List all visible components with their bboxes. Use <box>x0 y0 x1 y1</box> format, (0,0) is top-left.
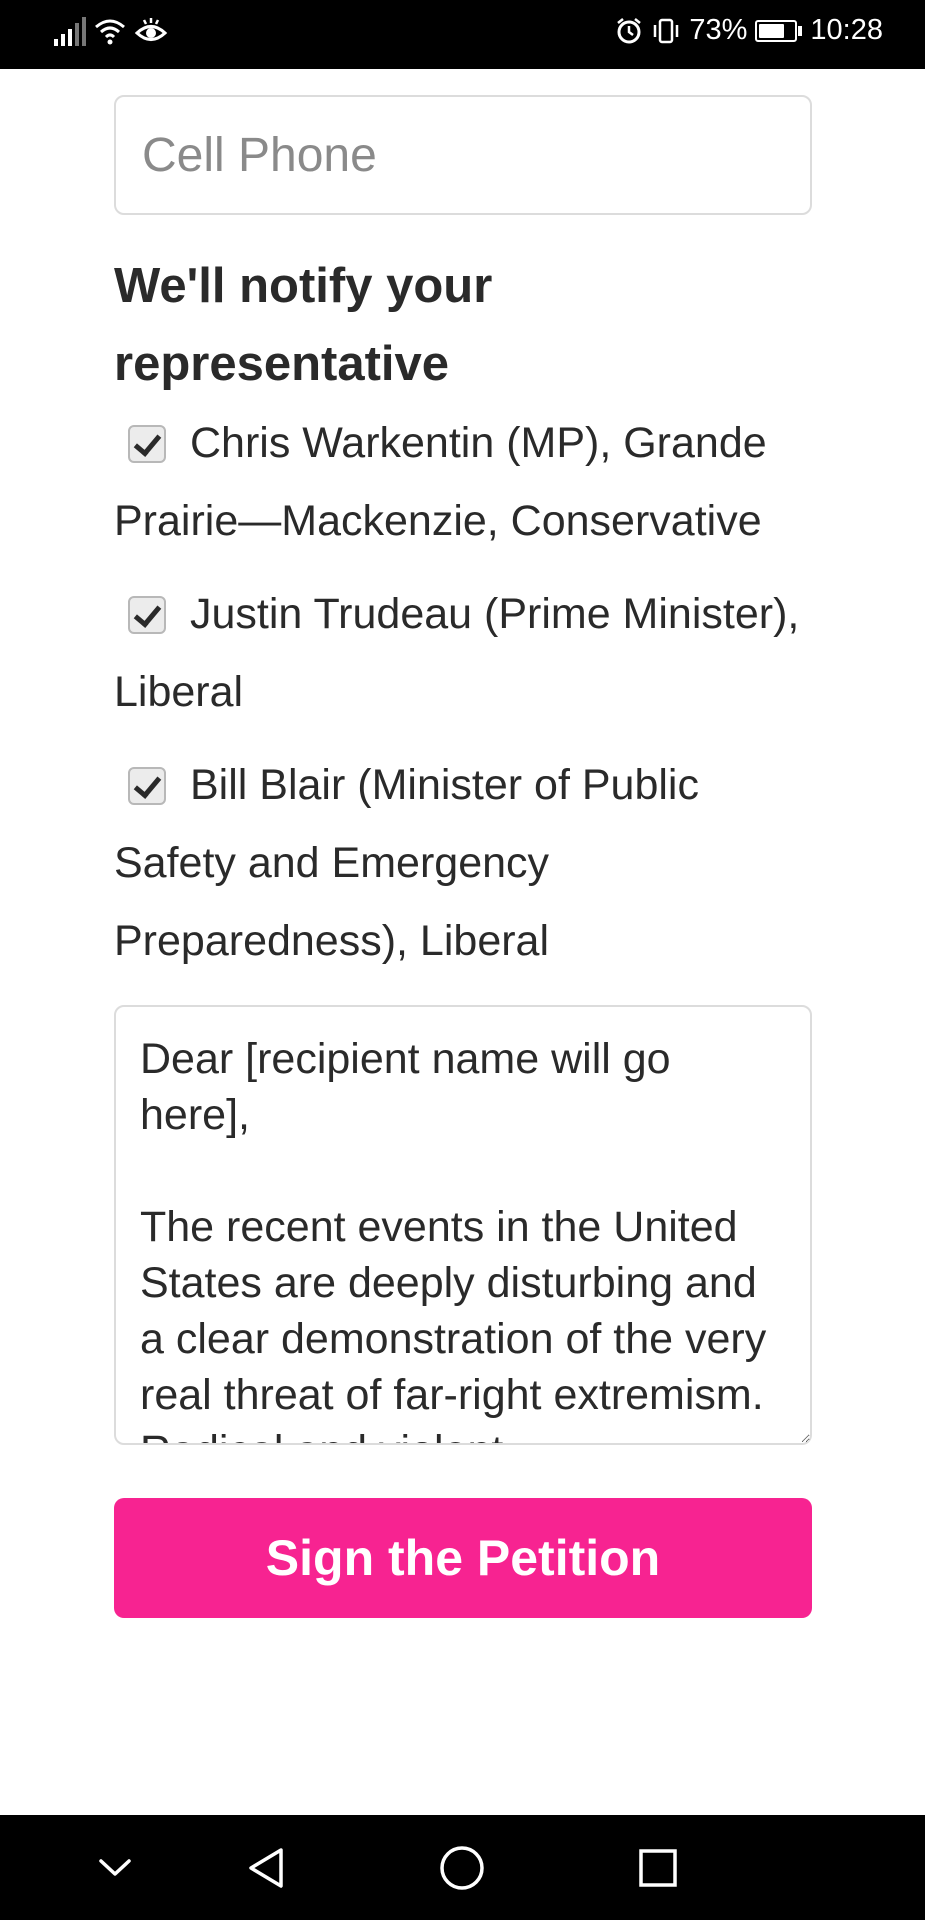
representative-checkbox[interactable] <box>128 767 166 805</box>
message-textarea[interactable] <box>114 1005 812 1445</box>
wifi-icon <box>94 17 126 45</box>
recents-icon <box>638 1848 678 1888</box>
status-right <box>615 14 883 47</box>
status-left <box>54 16 168 46</box>
cell-phone-input[interactable] <box>114 95 812 215</box>
home-icon <box>439 1845 485 1891</box>
notify-heading: We'll notify your representative <box>114 259 493 391</box>
nav-home-button[interactable] <box>438 1815 486 1920</box>
representative-checkbox[interactable] <box>128 425 166 463</box>
back-icon <box>246 1846 286 1890</box>
representative-checkbox[interactable] <box>128 596 166 634</box>
vibrate-icon <box>651 17 681 45</box>
clock-time: 10:28 <box>810 14 883 46</box>
alarm-icon <box>615 17 643 45</box>
eye-icon <box>134 16 168 46</box>
status-bar <box>0 0 925 69</box>
navigation-bar <box>0 1815 925 1920</box>
sign-petition-button[interactable]: Sign the Petition <box>114 1498 812 1618</box>
representative-item[interactable] <box>114 575 812 731</box>
nav-recents-button[interactable] <box>636 1815 680 1920</box>
representative-item[interactable] <box>114 746 812 980</box>
representative-item[interactable] <box>114 404 812 560</box>
representative-label: Chris Warkentin (MP), Grande Prairie—Mackenzie, Conservative <box>114 419 767 545</box>
nav-back-button[interactable] <box>240 1815 292 1920</box>
signal-icon <box>54 16 86 46</box>
nav-collapse-button[interactable] <box>90 1815 140 1920</box>
battery-percent: 73% <box>689 14 748 46</box>
chevron-down-icon <box>98 1858 132 1878</box>
representative-label: Bill Blair (Minister of Public Safety and Emergency Preparedness), Liberal <box>114 761 699 965</box>
battery-charging-icon <box>755 20 802 42</box>
representative-label: Justin Trudeau (Prime Minister), Liberal <box>114 590 800 716</box>
